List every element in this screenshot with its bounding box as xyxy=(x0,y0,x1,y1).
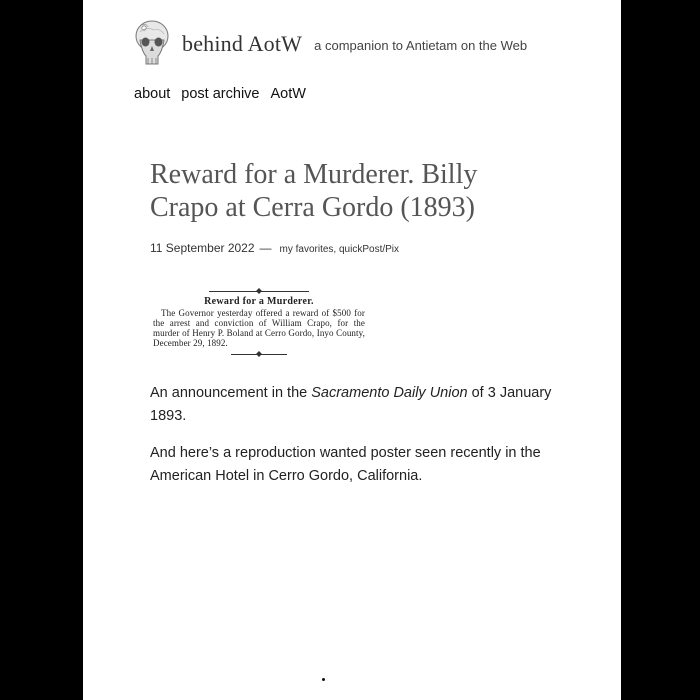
stray-dot xyxy=(322,678,325,681)
paragraph-1-text-end: of 3 January 1893. xyxy=(150,385,552,424)
site-header xyxy=(134,18,527,70)
post-title: Reward for a Murderer. Billy Crapo at Cerra Gordo (1893) xyxy=(150,159,478,223)
nav-item-about[interactable]: about xyxy=(134,86,171,102)
clipping-headline: Reward for a Murderer. xyxy=(204,296,314,307)
post-paragraph-2: And here’s a reproduction wanted poster seen recently in the American Hotel in Cerro Gordo, California. xyxy=(150,445,541,484)
post-paragraph-1 xyxy=(150,382,570,428)
nav-item-aotw[interactable]: AotW xyxy=(270,86,306,102)
post-categories xyxy=(280,244,399,255)
post-date[interactable]: 11 September 2022 xyxy=(150,241,255,255)
newspaper-clipping-image xyxy=(153,288,365,357)
clipping-bottom-rule xyxy=(231,351,287,357)
meta-separator: — xyxy=(259,241,272,255)
nav-item-post-archive[interactable]: post archive xyxy=(181,86,260,102)
skull-icon[interactable] xyxy=(134,18,170,70)
post-categories-link[interactable]: my favorites, quickPost/Pix xyxy=(279,244,400,255)
site-tagline: a companion to Antietam on the Web xyxy=(314,37,528,53)
newspaper-name: Sacramento Daily Union xyxy=(311,385,468,401)
clipping-body: The Governor yesterday offered a reward of $500 for the arrest and conviction of William Crapo, for the murder of Henry P. Boland at Cerro Gordo, Inyo County, December 29, 1892. xyxy=(153,308,365,348)
clipping-top-rule xyxy=(209,288,309,294)
main-nav xyxy=(134,86,306,102)
post-meta xyxy=(150,241,399,255)
paragraph-1-text-start: An announcement in the xyxy=(150,385,312,401)
site-title[interactable]: behind AotW xyxy=(182,31,303,56)
page xyxy=(83,0,621,700)
